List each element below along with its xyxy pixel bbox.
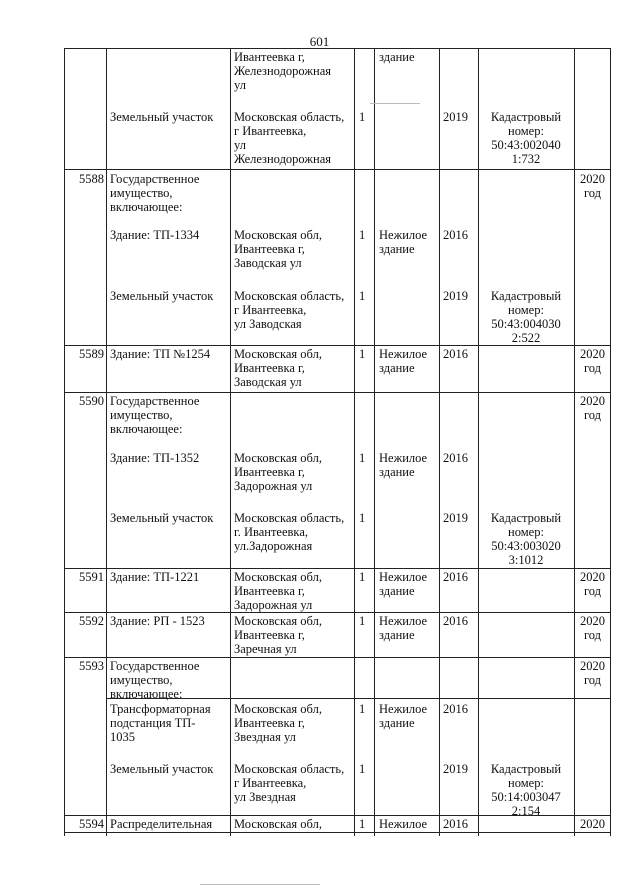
period-cell: 2020 <box>580 817 605 831</box>
column-divider <box>230 48 231 836</box>
year-cell: 2019 <box>443 511 468 525</box>
column-divider <box>374 48 375 836</box>
address-cell: Московская область, г. Ивантеевка, ул.Задорожная <box>234 511 345 553</box>
column-divider <box>354 48 355 836</box>
note-cell: Кадастровый номер: 50:43:003020 3:1012 <box>490 511 562 567</box>
object-name-cell: Здание: РП - 1523 <box>110 614 205 628</box>
address-cell: Московская обл, Ивантеевка г, Заводская ул <box>234 228 322 270</box>
year-cell: 2016 <box>443 614 468 628</box>
column-divider <box>439 48 440 836</box>
table-border-left <box>64 48 65 836</box>
row-divider <box>64 345 611 346</box>
year-cell: 2019 <box>443 762 468 776</box>
column-divider <box>478 48 479 836</box>
quantity-cell: 1 <box>359 614 366 628</box>
address-cell: Московская обл, Ивантеевка г, Задорожная ул <box>234 570 322 612</box>
year-cell: 2016 <box>443 702 468 716</box>
object-name-cell: Земельный участок <box>110 289 214 303</box>
address-cell: Московская обл, Ивантеевка г, Звездная ул <box>234 702 322 744</box>
note-cell: Кадастровый номер: 50:43:004030 2:522 <box>490 289 562 345</box>
row-divider <box>64 657 611 658</box>
object-type-cell: Нежилое здание <box>379 347 428 375</box>
object-name-cell: Здание: ТП-1334 <box>110 228 200 242</box>
note-cell: Кадастровый номер: 50:14:003047 2:154 <box>490 762 562 818</box>
quantity-cell: 1 <box>359 228 366 242</box>
quantity-cell: 1 <box>359 570 366 584</box>
record-number: 5589 <box>79 347 104 361</box>
object-type-cell: Нежилое здание <box>379 614 428 642</box>
address-cell: Московская область, г Ивантеевка, ул Звездная <box>234 762 345 804</box>
row-divider <box>64 832 611 833</box>
record-number: 5590 <box>79 394 104 408</box>
record-number: 5588 <box>79 172 104 186</box>
quantity-cell: 1 <box>359 289 366 303</box>
year-cell: 2016 <box>443 451 468 465</box>
quantity-cell: 1 <box>359 110 366 124</box>
object-type-cell: здание <box>379 50 415 64</box>
address-cell: Московская обл, Ивантеевка г, Задорожная ул <box>234 451 322 493</box>
object-name-cell: Распределительная <box>110 817 213 831</box>
period-cell: 2020 год <box>580 659 605 687</box>
address-cell: Ивантеевка г, Железнодорожная ул <box>234 50 331 92</box>
period-cell: 2020 год <box>580 394 605 422</box>
object-type-cell: Нежилое здание <box>379 570 428 598</box>
scan-artifact <box>200 884 320 885</box>
column-divider <box>574 48 575 836</box>
address-cell: Московская область, г Ивантеевка, ул Железнодорожная <box>234 110 345 166</box>
note-cell: Кадастровый номер: 50:43:002040 1:732 <box>490 110 562 166</box>
object-type-cell: Нежилое здание <box>379 451 428 479</box>
row-divider <box>64 169 611 170</box>
object-name-cell: Здание: ТП-1221 <box>110 570 200 584</box>
object-name-cell: Государственное имущество, включающее: <box>110 172 200 214</box>
object-name-cell: Здание: ТП-1352 <box>110 451 200 465</box>
object-name-cell: Здание: ТП №1254 <box>110 347 211 361</box>
object-name-cell: Земельный участок <box>110 110 214 124</box>
address-cell: Московская обл, Ивантеевка г, Заречная ул <box>234 614 322 656</box>
object-name-cell: Государственное имущество, включающее: <box>110 659 200 701</box>
property-register-table <box>64 48 611 836</box>
row-divider <box>64 568 611 569</box>
page-number: 601 <box>309 34 330 49</box>
object-name-cell: Трансформаторная подстанция ТП- 1035 <box>110 702 211 744</box>
row-divider <box>64 612 611 613</box>
record-number: 5593 <box>79 659 104 673</box>
quantity-cell: 1 <box>359 511 366 525</box>
row-divider <box>64 48 611 49</box>
year-cell: 2016 <box>443 347 468 361</box>
year-cell: 2019 <box>443 289 468 303</box>
object-name-cell: Земельный участок <box>110 762 214 776</box>
year-cell: 2016 <box>443 228 468 242</box>
address-cell: Московская обл, Ивантеевка г, Заводская ул <box>234 347 322 389</box>
quantity-cell: 1 <box>359 817 366 831</box>
address-cell: Московская область, г Ивантеевка, ул Заводская <box>234 289 345 331</box>
record-number: 5594 <box>79 817 104 831</box>
scan-artifact <box>370 103 420 104</box>
year-cell: 2016 <box>443 570 468 584</box>
quantity-cell: 1 <box>359 347 366 361</box>
row-divider <box>64 392 611 393</box>
quantity-cell: 1 <box>359 702 366 716</box>
object-name-cell: Земельный участок <box>110 511 214 525</box>
object-type-cell: Нежилое <box>379 817 428 831</box>
record-number: 5592 <box>79 614 104 628</box>
period-cell: 2020 год <box>580 347 605 375</box>
quantity-cell: 1 <box>359 762 366 776</box>
object-type-cell: Нежилое здание <box>379 228 428 256</box>
object-name-cell: Государственное имущество, включающее: <box>110 394 200 436</box>
object-type-cell: Нежилое здание <box>379 702 428 730</box>
year-cell: 2019 <box>443 110 468 124</box>
period-cell: 2020 год <box>580 614 605 642</box>
record-number: 5591 <box>79 570 104 584</box>
column-divider <box>106 48 107 836</box>
address-cell: Московская обл, <box>234 817 322 831</box>
table-border-right <box>610 48 611 836</box>
period-cell: 2020 год <box>580 570 605 598</box>
quantity-cell: 1 <box>359 451 366 465</box>
period-cell: 2020 год <box>580 172 605 200</box>
year-cell: 2016 <box>443 817 468 831</box>
